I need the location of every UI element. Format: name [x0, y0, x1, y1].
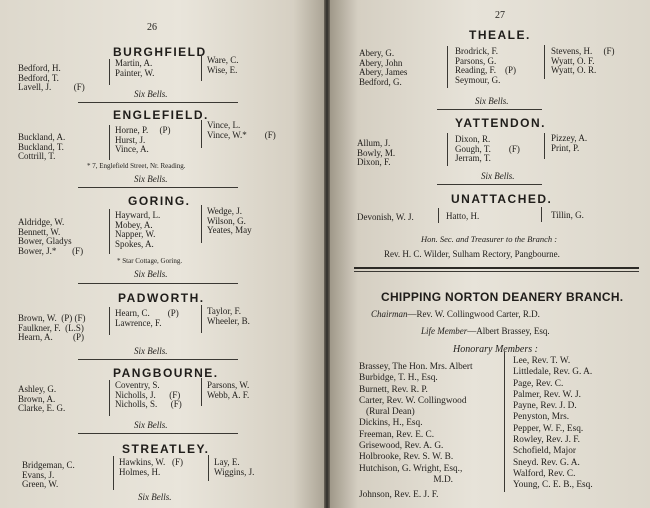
bells-count: Six Bells.: [134, 420, 168, 430]
burghfield-column-3: [207, 56, 239, 75]
member-name: Ashley, G.: [18, 384, 57, 394]
member-name: Webb, A. F.: [207, 389, 250, 400]
member-name: Brown, W. (P) (F): [18, 313, 86, 323]
member-name: Tillin, G.: [551, 210, 584, 220]
theale-column-2: [455, 47, 516, 85]
pangbourne-column-1: [18, 385, 65, 414]
member-name: Bridgeman, C.: [22, 460, 75, 470]
column-divider: [544, 45, 545, 79]
bells-count: Six Bells.: [475, 96, 509, 106]
member-name: Sneyd. Rev. G. A.: [513, 457, 580, 468]
member-name: Buckland, T.: [18, 141, 64, 152]
section-heading-padworth: PADWORTH.: [118, 291, 205, 305]
member-name: Schofield, Major: [513, 446, 576, 457]
life-member-label: Life Member: [421, 326, 468, 336]
member-name: Payne, Rev. J. D.: [513, 401, 577, 412]
column-divider: [113, 456, 114, 490]
member-name: Brodrick, F.: [455, 46, 499, 56]
member-name: M.D.: [359, 474, 454, 485]
member-name: Cottrill, T.: [18, 151, 56, 162]
member-name: Burnett, Rev. R. P.: [359, 384, 428, 395]
member-name: (Rural Dean): [359, 407, 415, 418]
hon-sec-label: Hon. Sec. and Treasurer to the Branch :: [421, 234, 558, 244]
member-name: Hurst, J.: [115, 134, 146, 145]
englefield-column-3: [207, 121, 276, 140]
branch-divider: [354, 267, 639, 269]
member-name: Lavell, J. (F): [18, 82, 85, 93]
column-divider: [201, 55, 202, 81]
englefield-column-2: [115, 126, 171, 155]
member-name: Buckland, A.: [18, 132, 66, 142]
chairman-name: —Rev. W. Collingwood Carter, R.D.: [407, 309, 540, 319]
member-name: Wheeler, B.: [207, 315, 250, 326]
member-name: Hatto, H.: [446, 211, 480, 221]
life-member-name: —Albert Brassey, Esq.: [467, 326, 550, 336]
page-number: 26: [147, 22, 157, 33]
member-name: Bedford, G.: [359, 76, 402, 87]
address-note: * 7, Englefield Street, Nr. Reading.: [87, 162, 186, 170]
member-name: Wyatt, O. R.: [551, 65, 597, 76]
member-name: Napper, W.: [115, 229, 156, 240]
theale-column-3: [551, 47, 615, 76]
section-heading-theale: THEALE.: [469, 28, 531, 42]
member-name: Allum, J.: [357, 138, 391, 148]
hon-sec-name: Rev. H. C. Wilder, Sulham Rectory, Pangbourne.: [384, 249, 560, 259]
section-divider: [437, 109, 542, 110]
member-name: Devonish, W. J.: [357, 212, 414, 222]
section-heading-pangbourne: PANGBOURNE.: [113, 366, 219, 380]
member-name: Brown, A.: [18, 393, 56, 404]
member-name: Parsons, W.: [207, 380, 250, 390]
member-name: Faulkner, F. (L.S): [18, 322, 84, 333]
column-divider: [541, 207, 542, 222]
member-name: Dixon, R.: [455, 134, 491, 144]
column-divider: [109, 209, 110, 254]
pangbourne-column-3: [207, 381, 249, 400]
pangbourne-column-2: [115, 381, 182, 410]
member-name: Hearn, A. (P): [18, 332, 84, 343]
column-divider: [201, 205, 202, 243]
member-name: Nicholls, J. (F): [115, 389, 181, 400]
member-name: Wiggins, J.: [214, 466, 255, 477]
honorary-column-2: [513, 356, 593, 492]
member-name: Pepper, W. F., Esq.: [513, 423, 584, 434]
right-page: [329, 0, 650, 508]
member-name: Wise, E.: [207, 64, 238, 75]
member-name: Stevens, H. (F): [551, 46, 615, 56]
member-name: Freeman, Rev. E. C.: [359, 429, 435, 440]
member-name: Rowley, Rev. J. F.: [513, 435, 581, 446]
streatley-column-1: [22, 461, 75, 490]
englefield-column-1: [18, 133, 65, 162]
member-name: Dixon, F.: [357, 157, 391, 168]
branch-divider: [354, 271, 639, 272]
page-number: 27: [495, 10, 505, 21]
member-name: Lay, E.: [214, 457, 240, 467]
member-name: Vince, W.* (F): [207, 129, 276, 140]
member-name: Mobey, A.: [115, 219, 153, 230]
member-name: Littledale, Rev. G. A.: [513, 367, 593, 378]
member-name: Bowly, M.: [357, 147, 396, 158]
column-divider: [201, 120, 202, 148]
column-divider: [544, 133, 545, 159]
bells-count: Six Bells.: [134, 346, 168, 356]
column-divider: [109, 380, 110, 416]
column-divider: [438, 208, 439, 223]
member-name: Johnson, Rev. E. J. F.: [359, 490, 439, 501]
column-divider: [201, 305, 202, 333]
member-name: Walford, Rev. C.: [513, 468, 576, 479]
member-name: Aldridge, W.: [18, 217, 65, 227]
bells-count: Six Bells.: [134, 89, 168, 99]
padworth-column-3: [207, 307, 250, 326]
member-name: Horne, P. (P): [115, 125, 171, 135]
member-name: Hearn, C. (P): [115, 308, 179, 318]
bells-count: Six Bells.: [481, 171, 515, 181]
member-name: Hutchison, G. Wright, Esq.,: [359, 463, 463, 474]
section-heading-goring: GORING.: [128, 194, 191, 208]
member-name: Hawkins, W. (F): [119, 457, 184, 467]
member-name: Taylor, F.: [207, 306, 242, 316]
bells-count: Six Bells.: [134, 174, 168, 184]
member-name: Clarke, E. G.: [18, 403, 66, 414]
member-name: Seymour, G.: [455, 74, 501, 85]
member-name: Lawrence, F.: [115, 317, 162, 328]
column-divider: [447, 133, 448, 166]
member-name: Nicholls, S. (F): [115, 399, 182, 410]
member-name: Young, C. E. B., Esq.: [513, 480, 593, 491]
member-name: Hayward, L.: [115, 210, 161, 220]
honorary-members-label: Honorary Members :: [453, 344, 538, 355]
branch-heading: CHIPPING NORTON DEANERY BRANCH.: [381, 290, 624, 304]
member-name: Abery, G.: [359, 48, 395, 58]
address-note: * Star Cottage, Goring.: [117, 257, 183, 265]
section-divider: [78, 433, 238, 434]
bells-count: Six Bells.: [134, 269, 168, 279]
unattached-column-3: [551, 211, 584, 221]
member-name: Ware, C.: [207, 55, 239, 65]
yattendon-column-1: [357, 139, 395, 168]
member-name: Spokes, A.: [115, 238, 154, 249]
section-divider: [437, 184, 542, 185]
padworth-column-1: [18, 314, 86, 343]
burghfield-column-2: [115, 59, 154, 78]
member-name: Bennett, W.: [18, 226, 61, 237]
member-name: Bower, J.* (F): [18, 245, 84, 256]
member-name: Yeates, May: [207, 225, 252, 236]
section-divider: [78, 187, 238, 188]
member-name: Parsons, G.: [455, 55, 497, 66]
goring-column-3: [207, 207, 252, 236]
column-divider: [109, 125, 110, 160]
member-name: Print, P.: [551, 142, 580, 153]
section-heading-yattendon: YATTENDON.: [455, 116, 547, 130]
member-name: Brassey, The Hon. Mrs. Albert: [359, 362, 473, 372]
column-divider: [208, 455, 209, 481]
member-name: Palmer, Rev. W. J.: [513, 389, 581, 400]
burghfield-column-1: [18, 64, 85, 93]
goring-column-2: [115, 211, 160, 249]
column-divider: [201, 378, 202, 406]
chairman-line: [371, 309, 540, 319]
section-divider: [78, 359, 238, 360]
bells-count: Six Bells.: [138, 492, 172, 502]
member-name: Wedge, J.: [207, 206, 243, 216]
member-name: Reading, F. (P): [455, 65, 517, 76]
member-name: Carter, Rev. W. Collingwood: [359, 395, 467, 406]
member-name: Bower, Gladys: [18, 236, 72, 247]
book-spine: [324, 0, 330, 508]
member-name: Painter, W.: [115, 67, 155, 78]
section-divider: [78, 283, 238, 284]
member-name: Abery, James: [359, 67, 408, 78]
member-name: Coventry, S.: [115, 380, 160, 390]
member-name: Wyatt, O. F.: [551, 55, 595, 66]
chairman-label: Chairman: [371, 309, 408, 319]
streatley-column-3: [214, 458, 254, 477]
column-divider: [109, 307, 110, 335]
member-name: Pizzey, A.: [551, 133, 588, 143]
life-member-line: [421, 326, 550, 336]
goring-column-1: [18, 218, 83, 256]
member-name: Jerram, T.: [455, 153, 491, 164]
member-name: Holmes, H.: [119, 466, 161, 477]
member-name: Abery, John: [359, 57, 403, 68]
section-heading-burghfield: BURGHFIELD: [113, 45, 207, 59]
member-name: Lee, Rev. T. W.: [513, 356, 571, 366]
section-heading-unattached: UNATTACHED.: [451, 192, 553, 206]
section-divider: [78, 102, 238, 103]
member-name: Bedford, T.: [18, 72, 59, 83]
unattached-column-2: [446, 212, 479, 222]
column-divider: [447, 46, 448, 88]
member-name: Penyston, Mrs.: [513, 412, 570, 423]
member-name: Gough, T. (F): [455, 143, 520, 154]
honorary-column-1: [359, 362, 473, 502]
yattendon-column-3: [551, 134, 587, 153]
column-divider: [109, 59, 110, 85]
member-name: Bedford, H.: [18, 63, 61, 73]
member-name: Page, Rev. C.: [513, 378, 564, 389]
member-name: Holbrooke, Rev. S. W. B.: [359, 452, 454, 463]
unattached-column-1: [357, 213, 414, 223]
member-name: Martin, A.: [115, 58, 153, 68]
member-name: Dickins, H., Esq.: [359, 418, 423, 429]
section-heading-englefield: ENGLEFIELD.: [113, 108, 209, 122]
member-name: Burbidge, T. H., Esq.: [359, 373, 438, 384]
member-name: Green, W.: [22, 479, 59, 490]
padworth-column-2: [115, 309, 179, 328]
streatley-column-2: [119, 458, 183, 477]
theale-column-1: [359, 49, 407, 87]
column-divider: [504, 352, 505, 492]
member-name: Wilson, G.: [207, 215, 246, 226]
section-heading-streatley: STREATLEY.: [122, 442, 210, 456]
member-name: Vince, A.: [115, 144, 149, 155]
member-name: Vince, L.: [207, 120, 241, 130]
member-name: Evans, J.: [22, 469, 55, 480]
member-name: Grisewood, Rev. A. G.: [359, 441, 444, 452]
yattendon-column-2: [455, 135, 520, 164]
